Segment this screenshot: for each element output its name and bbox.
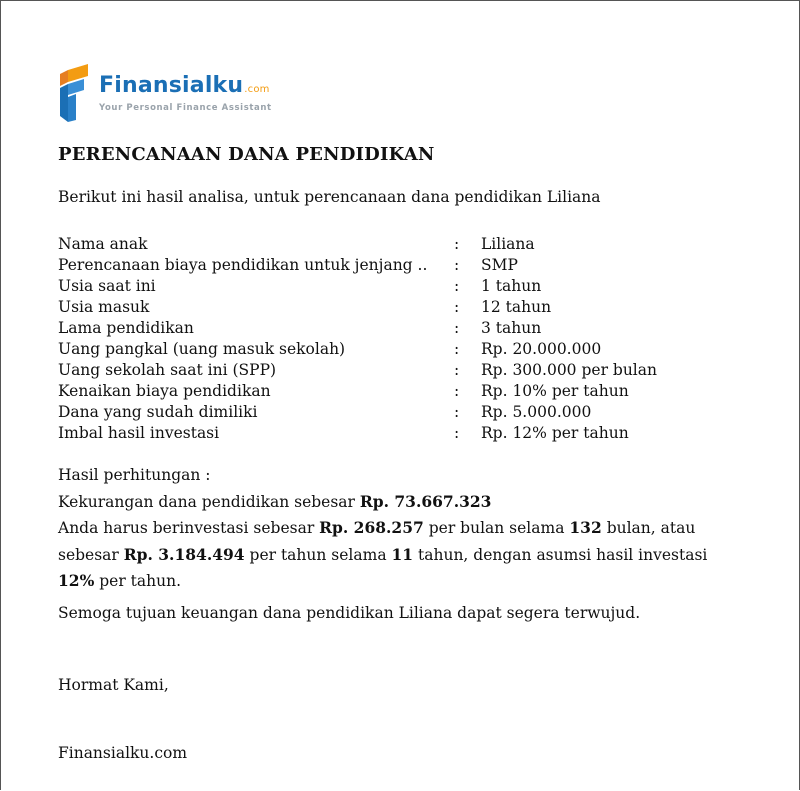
detail-value: 12 tahun [481,298,552,316]
detail-row [58,402,738,423]
detail-value: Rp. 12% per tahun [481,424,629,442]
return-rate: 12% [58,571,95,590]
months-count: 132 [569,518,602,537]
detail-separator: : [454,340,460,358]
yearly-amount: Rp. 3.184.494 [123,544,245,564]
detail-list [58,234,738,444]
detail-label: Lama pendidikan [58,319,194,337]
detail-label: Uang sekolah saat ini (SPP) [58,361,277,379]
per-month-text: per bulan selama [428,519,565,537]
detail-row [58,318,738,339]
detail-label: Uang pangkal (uang masuk sekolah) [58,340,346,358]
detail-row [58,381,738,402]
monthly-amount: Rp. 268.257 [319,518,424,537]
brand-suffix: .com [244,84,270,95]
detail-label: Usia saat ini [58,277,156,295]
yearly-prefix: sebesar [58,545,119,564]
return-suffix: per tahun. [99,572,182,590]
detail-separator: : [454,277,460,295]
detail-separator: : [454,256,460,274]
shortfall-line [58,489,758,516]
detail-value: Rp. 5.000.000 [481,403,592,421]
shortfall-text: Kekurangan dana pendidikan sebesar [58,492,355,511]
invest-prefix: Anda harus berinvestasi sebesar [58,519,315,537]
detail-label: Dana yang sudah dimiliki [58,403,258,421]
detail-label: Kenaikan biaya pendidikan [58,382,271,400]
detail-label: Perencanaan biaya pendidikan untuk jenjang .. [58,256,428,274]
closing-text: Semoga tujuan keuangan dana pendidikan Liliana dapat segera terwujud. [58,604,641,622]
years-suffix: tahun, dengan asumsi hasil investasi [418,545,708,564]
years-count: 11 [391,544,414,564]
detail-separator: : [454,361,460,379]
detail-value: SMP [481,256,518,274]
brand-name: Finansialku [99,73,244,98]
detail-label: Usia masuk [58,298,150,316]
result-heading: Hasil perhitungan : [58,466,211,484]
signature-text: Finansialku.com [58,744,188,762]
detail-row [58,276,738,297]
per-year-text: per tahun selama [249,545,387,564]
detail-row [58,255,738,276]
detail-value: Rp. 10% per tahun [481,382,629,400]
detail-value: Liliana [481,235,535,253]
document-title: PERENCANAAN DANA PENDIDIKAN [58,144,435,165]
detail-row [58,234,738,255]
detail-row [58,423,738,444]
detail-row [58,297,738,318]
detail-separator: : [454,319,460,337]
detail-row [58,339,738,360]
detail-separator: : [454,403,460,421]
detail-value: 3 tahun [481,319,542,337]
detail-separator: : [454,235,460,253]
detail-separator: : [454,424,460,442]
regards-text: Hormat Kami, [58,676,169,694]
detail-label: Nama anak [58,235,148,253]
finansialku-logo-icon [60,64,90,122]
intro-text: Berikut ini hasil analisa, untuk perencanaan dana pendidikan Liliana [58,188,601,206]
result-section [58,463,758,595]
months-suffix: bulan, atau [606,519,696,537]
detail-row [58,360,738,381]
brand-tagline: Your Personal Finance Assistant [99,103,272,113]
detail-value: Rp. 300.000 per bulan [481,361,657,379]
detail-separator: : [454,298,460,316]
investment-paragraph [58,515,758,595]
detail-value: 1 tahun [481,277,542,295]
detail-value: Rp. 20.000.000 [481,340,602,358]
shortfall-amount: Rp. 73.667.323 [359,491,492,511]
detail-label: Imbal hasil investasi [58,424,220,442]
brand-logo [60,64,272,122]
detail-separator: : [454,382,460,400]
